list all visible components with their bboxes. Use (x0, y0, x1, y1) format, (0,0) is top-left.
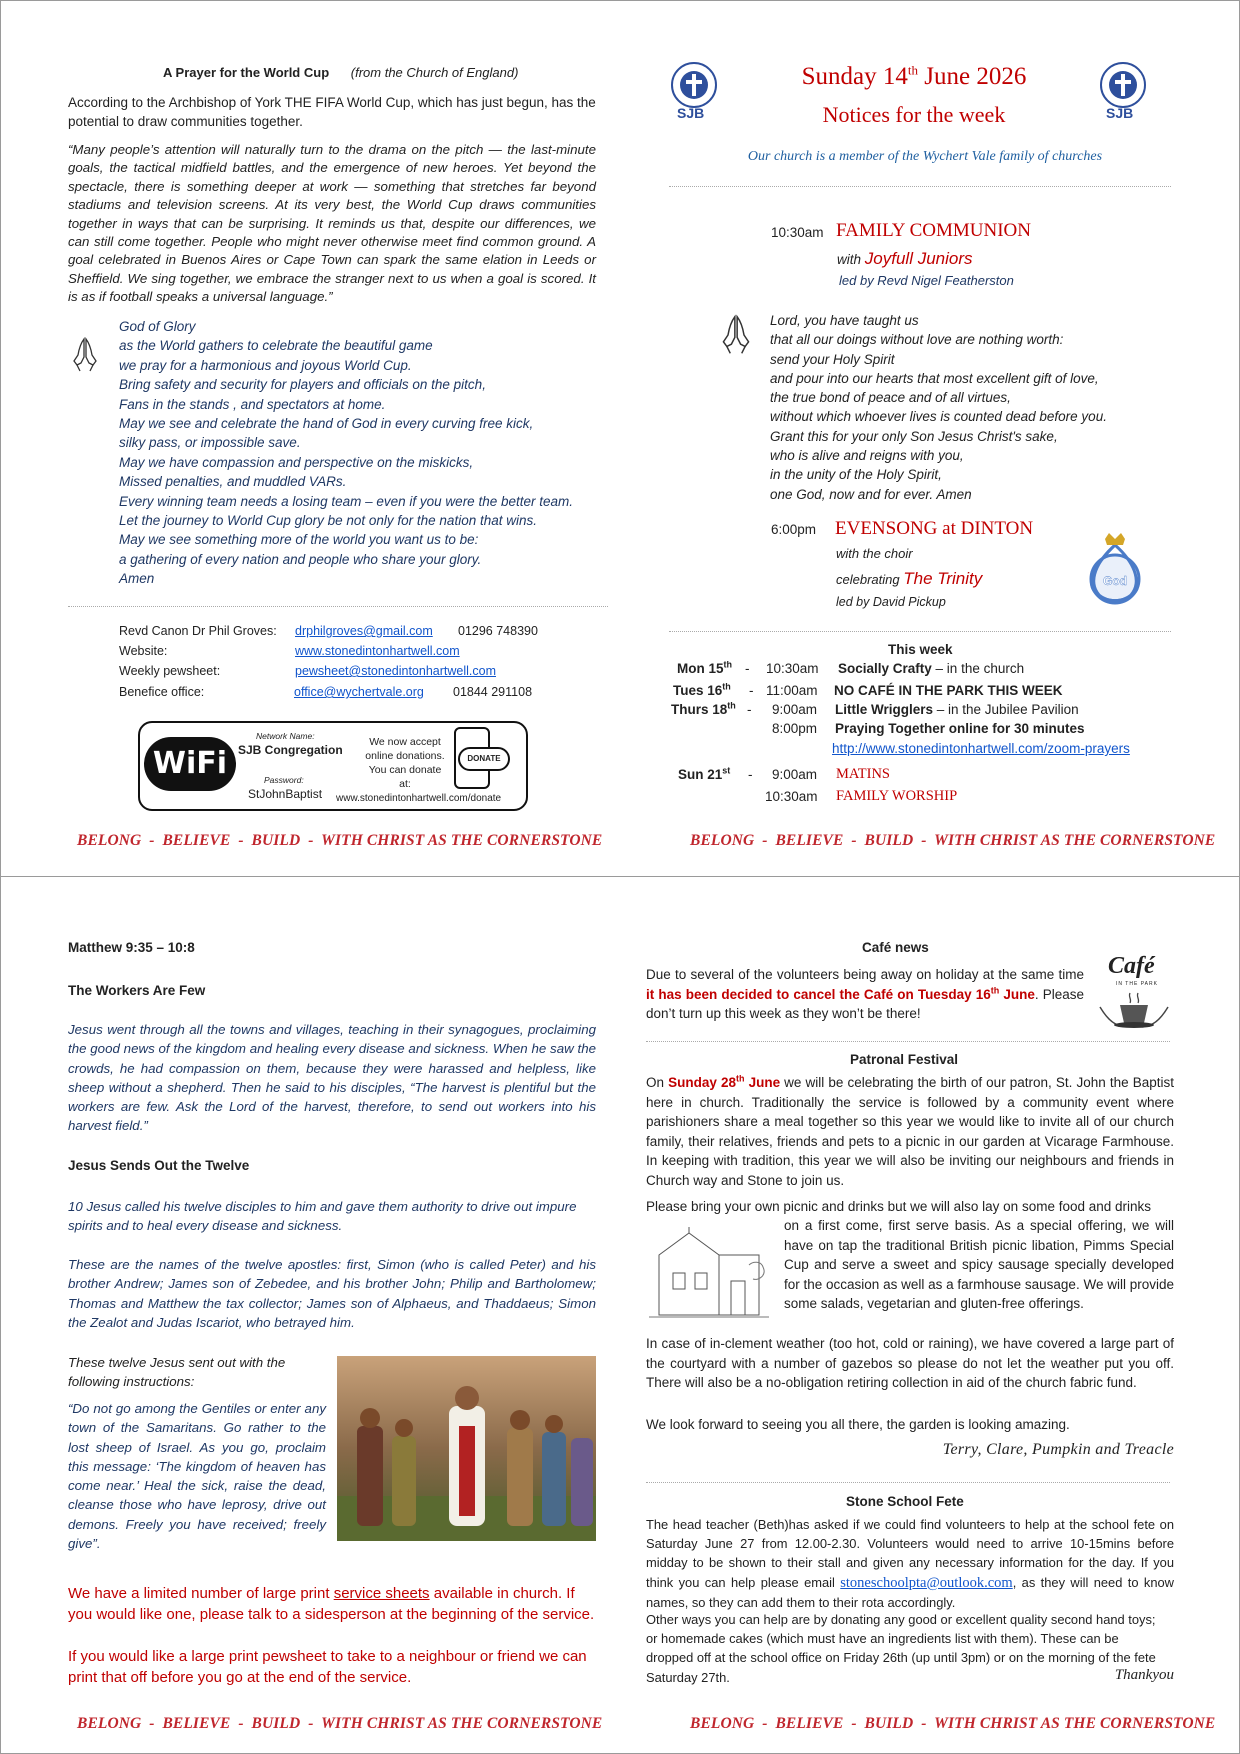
donate-text-line: online donations. (365, 750, 445, 762)
cafe-text-b: . Please don’t turn up this week as they won’t be there! (646, 986, 1085, 1021)
gospel-heading-2: Jesus Sends Out the Twelve (68, 1158, 250, 1173)
service1-time: 10:30am (771, 225, 824, 240)
patronal-text-body: we will be celebrating the birth of our patron, St. John the Baptist here in church. Traditionally the service is followed by a community event where parishioners share a meal together so this year we would like to invite all of our church family, their relatives, friends and pets to a picnic in our garden at Vicarage Farmhouse. In keeping with tradition, this year we will also be inviting our neighbours and friends in Church way and Stone to join us. (646, 1075, 1174, 1188)
service2-time: 6:00pm (771, 522, 817, 537)
collect-line: that all our doings without love are nothing worth: (770, 332, 1064, 348)
notices-date (741, 63, 1087, 91)
fete-title: Stone School Fete (846, 1494, 964, 1509)
prayer-title-line (163, 65, 518, 80)
fete-text-1 (646, 1515, 1174, 1612)
collect-line: who is alive and reigns with you, (770, 448, 964, 464)
collect-line: without which whoever lives is counted dead before you. (770, 409, 1107, 425)
mon-event: Socially Crafty – in the church (838, 661, 1025, 676)
coffee-cup-icon (1096, 987, 1172, 1031)
praying-hands-icon (71, 337, 99, 373)
wifi-network-label: Network Name: (256, 731, 315, 741)
dash: - (748, 767, 753, 782)
footer-motto (77, 1715, 602, 1733)
sjb-logo-left (665, 59, 723, 121)
divider (669, 631, 1171, 632)
gospel-para-1: Jesus went through all the towns and villages, teaching in their synagogues, proclaiming the good news of the kingdom and healing every disease and sickness. When he saw the crowds, he had compassion on them, because they were harassed and helpless, like sheep without a shepherd. Then he said to his disciples, “The harvest is plentiful but the workers are few. Ask the Lord of the harvest, therefore, to send out workers into his harvest field.” (68, 1022, 596, 1134)
sun-time2: 10:30am (765, 789, 818, 804)
donate-url[interactable]: www.stonedintonhartwell.com/donate (336, 793, 502, 804)
contact-office-label: Benefice office: (119, 685, 205, 699)
service1-with (837, 249, 973, 269)
service2-name: EVENSONG at DINTON (835, 518, 1034, 539)
vicarage-house-sketch (649, 1225, 769, 1321)
prayer-line: Amen (119, 571, 155, 587)
zoom-prayers-link[interactable]: http://www.stonedintonhartwell.com/zoom-prayers (832, 741, 1130, 756)
service2-with-choir: with the choir (836, 546, 913, 561)
prayer-intro: According to the Archbishop of York THE FIFA World Cup, which has just begun, has the potential to draw communities together. (68, 95, 596, 129)
sun-event2: FAMILY WORSHIP (836, 788, 958, 804)
service2-celebrating (836, 569, 982, 589)
fete-text-2: Other ways you can help are by donating any good or excellent quality second hand toys; or homemade cakes (which must have an ingredients list with them). These can be dropped off at the school office on Friday 26th (up until 3pm) or on the morning of the fete Saturday 27th. (646, 1612, 1156, 1685)
celebrating-word: celebrating (836, 572, 900, 587)
this-week-title: This week (888, 642, 953, 657)
date-sup: th (907, 62, 919, 78)
sun-event1: MATINS (836, 766, 890, 782)
thu-event1: Little Wrigglers – in the Jubilee Pavilion (835, 702, 1079, 717)
contact-rev-label: Revd Canon Dr Phil Groves: (119, 624, 277, 638)
collect-line: and pour into our hearts that most excellent gift of love, (770, 370, 1099, 386)
fete-text-a: The head teacher (Beth)has asked if we could find volunteers to help at the school fete on Saturday June 27 from 12.00-2.30. Volunteers would need to arrive 10-15mins before midday to be shown to their stall and given any necessary information for the day. If you think you can help please email (646, 1517, 1174, 1590)
large-print-note-2: If you would like a large print pewsheet to take to a neighbour or friend we can print that off before you go at the end of the service. (68, 1648, 587, 1686)
cafe-text (646, 965, 1084, 1024)
pewsheet-email-link[interactable]: pewsheet@stonedintonhartwell.com (295, 664, 496, 678)
bottom-sheet (0, 877, 1240, 1754)
service-sheets-link[interactable]: service sheets (333, 1585, 430, 1602)
office-email-link[interactable]: office@wychertvale.org (294, 685, 424, 699)
jesus-disciples-painting (337, 1356, 596, 1541)
service2-led-by: led by David Pickup (836, 595, 946, 609)
patronal-date-sup: th (735, 1073, 745, 1084)
rev-email-link[interactable]: drphilgroves@gmail.com (295, 624, 433, 638)
tue-day: Tues 16th (673, 681, 731, 698)
footer-motto-text: BELONG - BELIEVE - BUILD - WITH CHRIST AS THE CORNERSTONE (77, 1715, 603, 1732)
office-phone: 01844 291108 (453, 685, 533, 699)
prayer-poem (119, 317, 609, 589)
prayer-line: Let the journey to World Cup glory be not only for the nation that wins. (119, 513, 537, 529)
divider (68, 606, 608, 607)
cafe-logo-small: IN THE PARK (1116, 981, 1158, 987)
footer-motto (690, 1715, 1215, 1733)
patronal-on: On (646, 1075, 669, 1090)
prayer-line: May we see and celebrate the hand of God in every curving free kick, (119, 416, 534, 432)
prayer-source: (from the Church of England) (350, 65, 519, 80)
with-word: with (837, 252, 862, 267)
cafe-logo-text: Café (1108, 953, 1155, 979)
rev-phone: 01296 748390 (458, 624, 538, 638)
prayer-quote: “Many people’s attention will naturally turn to the drama on the pitch — the last-minute goals, the tactical midfield battles, and the emergence of new heroes. Yet beyond the spectacle, there is something deeper at work — something that stretches far beyond stadiums and television screens. At its very best, the World Cup draws communities together in ways that can be surprising. It reminds us that, despite our differences, we can still come together. People who might never otherwise meet find common ground. A goal celebrated in Buenos Aires or Cape Town can spark the same elation in Leeds or Sheffield. We sing together, we embrace the stranger next to us when a goal is scored. It is as if football speaks a universal language.” (68, 142, 596, 305)
trinity-god-label: God (1103, 574, 1127, 588)
date-main: Sunday 14 (801, 63, 908, 90)
divider (646, 1041, 1170, 1042)
wifi-password: StJohnBaptist (248, 787, 323, 801)
collect-line: send your Holy Spirit (770, 351, 895, 367)
patronal-text-4: We look forward to seeing you all there, the garden is looking amazing. (646, 1417, 1070, 1432)
patronal-text-3: In case of in-clement weather (too hot, cold or raining), we have covered a large part of the courtyard with a number of gazebos so please do not let the weather put you off. There will also be a no-obligation retiring collection in aid of the church fabric fund. (646, 1336, 1174, 1390)
tue-event: NO CAFÉ IN THE PARK THIS WEEK (834, 683, 1063, 698)
prayer-line: Missed penalties, and muddled VARs. (119, 474, 347, 490)
dash: - (747, 702, 752, 717)
cafe-title: Café news (862, 940, 929, 955)
cafe-text-red2: June (999, 986, 1035, 1002)
collect-line: in the unity of the Holy Spirit, (770, 467, 942, 483)
sjb-logo-text: SJB (1106, 105, 1134, 121)
sun-time1: 9:00am (772, 767, 818, 782)
prayer-line: Bring safety and security for players and officials on the pitch, (119, 377, 486, 393)
prayer-line: silky pass, or impossible save. (119, 435, 301, 451)
fete-email-link[interactable]: stoneschoolpta@outlook.com (840, 1574, 1013, 1591)
prayer-line: a gathering of every nation and people who share your glory. (119, 551, 482, 567)
sun-day: Sun 21st (678, 765, 731, 782)
donate-text (362, 735, 448, 791)
cafe-text-sup: th (990, 985, 1000, 995)
gospel-para-3: These are the names of the twelve apostles: first, Simon (who is called Peter) and his brother Andrew; James son of Zebedee, and his brother John; Philip and Bartholomew; Thomas and Matthew the tax collector; James son of Alphaeus, and Thaddaeus; Simon the Zealot and Judas Iscariot, who betrayed him. (68, 1257, 596, 1330)
wifi-donate-banner (138, 721, 528, 811)
mon-time: 10:30am (766, 661, 819, 676)
donate-text-line: You can donate at: (368, 764, 442, 790)
large-print-note-1 (68, 1584, 596, 1626)
divider (646, 1482, 1170, 1483)
celebrating-name: The Trinity (903, 569, 983, 588)
contact-website-label: Website: (119, 644, 168, 658)
thu-time2: 8:00pm (772, 721, 818, 736)
gospel-para-5: “Do not go among the Gentiles or enter any town of the Samaritans. Go rather to the lost sheep of Israel. As you go, proclaim this message: ‘The kingdom of heaven has come near.’ Heal the sick, raise the dead, cleanse those who have leprosy, drive out demons. Freely you have received; freely give”. (68, 1401, 326, 1552)
wifi-network-name: SJB Congregation (238, 743, 343, 757)
footer-motto (77, 832, 602, 850)
praying-hands-icon (720, 314, 752, 356)
cafe-logo (1094, 953, 1174, 1033)
member-line: Our church is a member of the Wychert Vale family of churches (747, 149, 1103, 164)
website-link[interactable]: www.stonedintonhartwell.com (295, 644, 460, 658)
prayer-line: God of Glory (119, 319, 196, 334)
collect-line: the true bond of peace and of all virtues, (770, 390, 1011, 406)
prayer-line: May we have compassion and perspective on the miskicks, (119, 454, 474, 470)
gospel-para-2: 10 Jesus called his twelve disciples to him and gave them authority to drive out impure spirits and to heal every disease and sickness. (68, 1199, 577, 1233)
tue-time: 11:00am (766, 683, 818, 698)
divider (669, 186, 1171, 187)
prayer-title: A Prayer for the World Cup (163, 65, 330, 80)
large-print-text: available in church. If you would like one, please talk to a sidesperson at the beginning of the service. (68, 1585, 595, 1623)
fete-text-b: , as they will need to know names, so they can add them to their rota accordingly. (646, 1574, 1174, 1610)
patronal-date2: June (744, 1075, 781, 1090)
donate-button[interactable]: DONATE (458, 747, 510, 771)
trinity-knot-icon (1075, 531, 1155, 607)
service1-led-by: led by Revd Nigel Featherston (839, 273, 1014, 288)
footer-motto-text: BELONG - BELIEVE - BUILD - WITH CHRIST AS THE CORNERSTONE (690, 1715, 1216, 1732)
thu-event2: Praying Together online for 30 minutes (835, 721, 1085, 736)
collect (770, 311, 1190, 504)
sjb-logo-right (1094, 59, 1152, 121)
notices-subtitle: Notices for the week (822, 102, 1006, 127)
wifi-password-label: Password: (264, 775, 304, 785)
collect-line: one God, now and for ever. Amen (770, 486, 972, 502)
large-print-text: We have a limited number of large print (68, 1585, 334, 1602)
donate-text-line: We now accept (369, 736, 441, 748)
gospel-ref: Matthew 9:35 – 10:8 (68, 940, 195, 955)
prayer-line: as the World gathers to celebrate the beautiful game (119, 338, 433, 354)
cafe-text-a: Due to several of the volunteers being away on holiday at the same time (646, 967, 1084, 982)
dash: - (745, 661, 750, 676)
fete-thanks: Thankyou (1114, 1667, 1174, 1683)
gospel-heading-1: The Workers Are Few (68, 983, 206, 998)
sjb-logo-text: SJB (677, 105, 705, 121)
thu-day: Thurs 18th (671, 700, 736, 717)
cafe-text-red: it has been decided to cancel the Café on Tuesday 16 (646, 986, 991, 1002)
collect-line: Grant this for your only Son Jesus Christ's sake, (770, 428, 1058, 444)
dash: - (749, 683, 754, 698)
contact-pewsheet-label: Weekly pewsheet: (119, 664, 221, 678)
date-tail: June 2026 (918, 63, 1027, 90)
patronal-text-2b: on a first come, first serve basis. As a special offering, we will have on tap the traditional British picnic libation, Pimms Special Cup and serve a sweet and spicy sausage specially developed for the occasion as well as a farmhouse sausage. We will provide some salads, vegetarian and gluten-free offerings. (784, 1218, 1174, 1311)
prayer-line: May we see something more of the world you want us to be: (119, 532, 479, 548)
thu-time1: 9:00am (772, 702, 818, 717)
with-name: Joyfull Juniors (864, 249, 973, 268)
patronal-signature: Terry, Clare, Pumpkin and Treacle (942, 1441, 1174, 1458)
gospel-para-4: These twelve Jesus sent out with the following instructions: (68, 1355, 286, 1389)
footer-motto-text: BELONG - BELIEVE - BUILD - WITH CHRIST AS THE CORNERSTONE (77, 832, 603, 849)
footer-motto (690, 832, 1215, 850)
service1-name: FAMILY COMMUNION (836, 220, 1031, 241)
prayer-line: we pray for a harmonious and joyous World Cup. (119, 357, 412, 373)
patronal-title: Patronal Festival (850, 1052, 959, 1067)
patronal-text-1 (646, 1073, 1174, 1190)
wifi-logo: WiFi (144, 737, 236, 791)
patronal-date: Sunday 28 (668, 1075, 736, 1090)
footer-motto-text: BELONG - BELIEVE - BUILD - WITH CHRIST AS THE CORNERSTONE (690, 832, 1216, 849)
prayer-line: Fans in the stands , and spectators at home. (119, 396, 386, 412)
patronal-text-2a: Please bring your own picnic and drinks but we will also lay on some food and drinks (646, 1199, 1152, 1214)
prayer-line: Every winning team needs a losing team – even if you were the better team. (119, 493, 573, 509)
collect-line: Lord, you have taught us (770, 313, 919, 328)
mon-day: Mon 15th (677, 659, 733, 676)
